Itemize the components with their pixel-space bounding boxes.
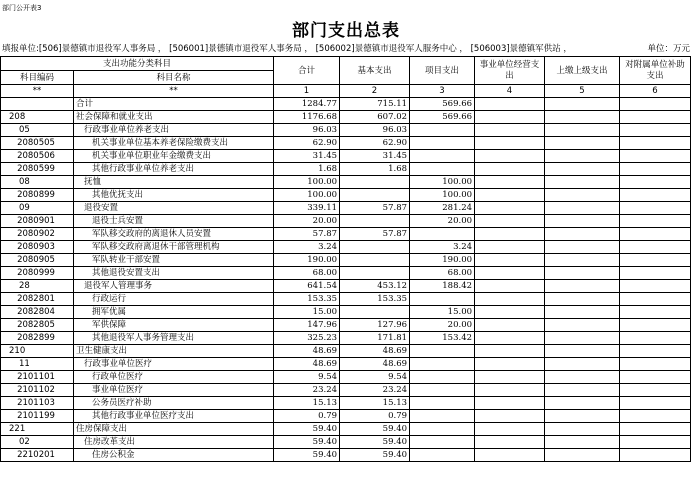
cell-name: 退役士兵安置 <box>74 215 274 228</box>
cell-code: 11 <box>1 358 74 371</box>
cell-total: 1284.77 <box>274 98 340 111</box>
cell-empty <box>545 202 620 215</box>
table-row <box>1 111 691 124</box>
cell-project: 3.24 <box>410 241 475 254</box>
cell-project <box>410 150 475 163</box>
index-row <box>1 85 691 98</box>
cell-basic: 59.40 <box>340 436 410 449</box>
cell-code: 05 <box>1 124 74 137</box>
cell-name: 军队转业干部安置 <box>74 254 274 267</box>
cell-project <box>410 293 475 306</box>
cell-name: 退役军人管理事务 <box>74 280 274 293</box>
table-row <box>1 163 691 176</box>
cell-empty <box>475 410 545 423</box>
cell-empty <box>545 150 620 163</box>
cell-empty <box>620 202 691 215</box>
cell-empty <box>475 449 545 462</box>
reporting-unit: 填报单位:[506]景德镇市退役军人事务局 ， [506001]景德镇市退役军人事务局 ， [506002]景德镇市退役军人服务中心 ， [506003]景德镇军供站 ， <box>2 44 572 54</box>
cell-empty <box>620 332 691 345</box>
cell-name: 军队移交政府的离退休人员安置 <box>74 228 274 241</box>
cell-empty <box>545 254 620 267</box>
cell-code: 2080905 <box>1 254 74 267</box>
cell-name: 住房公积金 <box>74 449 274 462</box>
cell-basic <box>340 215 410 228</box>
cell-empty <box>475 267 545 280</box>
cell-basic: 715.11 <box>340 98 410 111</box>
cell-empty <box>620 397 691 410</box>
index-cell: 3 <box>410 85 475 98</box>
cell-empty <box>545 436 620 449</box>
cell-empty <box>620 371 691 384</box>
cell-empty <box>545 189 620 202</box>
cell-basic: 57.87 <box>340 228 410 241</box>
cell-empty <box>620 436 691 449</box>
cell-basic: 0.79 <box>340 410 410 423</box>
cell-name: 住房改革支出 <box>74 436 274 449</box>
table-row <box>1 202 691 215</box>
cell-project: 100.00 <box>410 189 475 202</box>
cell-name: 行政运行 <box>74 293 274 306</box>
cell-name: 其他退役安置支出 <box>74 267 274 280</box>
cell-empty <box>620 150 691 163</box>
cell-basic <box>340 176 410 189</box>
cell-empty <box>475 423 545 436</box>
cell-basic: 59.40 <box>340 449 410 462</box>
table-row <box>1 228 691 241</box>
cell-name: 机关事业单位基本养老保险缴费支出 <box>74 137 274 150</box>
cell-name: 社会保障和就业支出 <box>74 111 274 124</box>
cell-total: 62.90 <box>274 137 340 150</box>
table-row <box>1 306 691 319</box>
table-row <box>1 358 691 371</box>
cell-project <box>410 410 475 423</box>
cell-empty <box>475 397 545 410</box>
cell-empty <box>620 189 691 202</box>
cell-empty <box>620 449 691 462</box>
cell-total: 23.24 <box>274 384 340 397</box>
cell-basic <box>340 267 410 280</box>
cell-empty <box>475 345 545 358</box>
cell-empty <box>475 384 545 397</box>
cell-project <box>410 384 475 397</box>
cell-empty <box>545 267 620 280</box>
cell-total: 48.69 <box>274 345 340 358</box>
cell-empty <box>620 423 691 436</box>
cell-project <box>410 436 475 449</box>
cell-empty <box>475 228 545 241</box>
cell-basic: 453.12 <box>340 280 410 293</box>
cell-total: 100.00 <box>274 189 340 202</box>
cell-code: 09 <box>1 202 74 215</box>
table-row <box>1 189 691 202</box>
cell-name: 其他行政事业单位医疗支出 <box>74 410 274 423</box>
cell-empty <box>545 423 620 436</box>
cell-total: 20.00 <box>274 215 340 228</box>
cell-empty <box>475 319 545 332</box>
cell-empty <box>545 98 620 111</box>
cell-empty <box>475 371 545 384</box>
cell-code: 210 <box>1 345 74 358</box>
cell-code: 2080505 <box>1 137 74 150</box>
cell-project: 68.00 <box>410 267 475 280</box>
cell-project: 20.00 <box>410 319 475 332</box>
cell-basic: 1.68 <box>340 163 410 176</box>
cell-basic: 127.96 <box>340 319 410 332</box>
cell-project <box>410 228 475 241</box>
cell-code: 2080902 <box>1 228 74 241</box>
cell-empty <box>545 345 620 358</box>
cell-code: 2082805 <box>1 319 74 332</box>
cell-code: 208 <box>1 111 74 124</box>
cell-basic <box>340 241 410 254</box>
index-cell: ** <box>1 85 74 98</box>
cell-empty <box>620 215 691 228</box>
header-total: 合计 <box>274 57 340 85</box>
cell-name: 行政事业单位养老支出 <box>74 124 274 137</box>
cell-name: 其他优抚支出 <box>74 189 274 202</box>
cell-total: 1.68 <box>274 163 340 176</box>
cell-empty <box>475 332 545 345</box>
header-upper: 上缴上级支出 <box>545 57 620 85</box>
table-row <box>1 319 691 332</box>
cell-name: 退役安置 <box>74 202 274 215</box>
header-category-group: 支出功能分类科目 <box>1 57 274 71</box>
cell-empty <box>545 241 620 254</box>
cell-code: 221 <box>1 423 74 436</box>
cell-empty <box>620 124 691 137</box>
cell-name: 军供保障 <box>74 319 274 332</box>
cell-empty <box>475 280 545 293</box>
cell-empty <box>475 111 545 124</box>
cell-empty <box>475 358 545 371</box>
cell-basic: 171.81 <box>340 332 410 345</box>
cell-total: 325.23 <box>274 332 340 345</box>
table-row <box>1 124 691 137</box>
cell-empty <box>545 124 620 137</box>
cell-name: 其他退役军人事务管理支出 <box>74 332 274 345</box>
cell-project: 15.00 <box>410 306 475 319</box>
cell-name: 拥军优属 <box>74 306 274 319</box>
cell-empty <box>475 202 545 215</box>
cell-empty <box>475 176 545 189</box>
cell-total: 15.13 <box>274 397 340 410</box>
cell-empty <box>620 98 691 111</box>
table-row <box>1 267 691 280</box>
cell-total: 0.79 <box>274 410 340 423</box>
cell-project <box>410 371 475 384</box>
table-row <box>1 384 691 397</box>
cell-empty <box>475 436 545 449</box>
cell-empty <box>620 345 691 358</box>
cell-name: 其他行政事业单位养老支出 <box>74 163 274 176</box>
cell-empty <box>545 397 620 410</box>
cell-total: 48.69 <box>274 358 340 371</box>
cell-basic: 31.45 <box>340 150 410 163</box>
expenditure-table <box>0 56 691 462</box>
table-row <box>1 410 691 423</box>
cell-project <box>410 345 475 358</box>
cell-empty <box>545 137 620 150</box>
cell-empty <box>620 306 691 319</box>
cell-empty <box>620 137 691 150</box>
cell-name: 公务员医疗补助 <box>74 397 274 410</box>
cell-total: 100.00 <box>274 176 340 189</box>
index-cell: 6 <box>620 85 691 98</box>
cell-total: 641.54 <box>274 280 340 293</box>
unit-label: 单位：万元 <box>647 44 690 54</box>
cell-name: 行政单位医疗 <box>74 371 274 384</box>
cell-project <box>410 397 475 410</box>
cell-basic: 59.40 <box>340 423 410 436</box>
cell-empty <box>545 371 620 384</box>
index-cell: 4 <box>475 85 545 98</box>
table-row <box>1 449 691 462</box>
cell-empty <box>475 254 545 267</box>
cell-code: 2082804 <box>1 306 74 319</box>
cell-name: 机关事业单位职业年金缴费支出 <box>74 150 274 163</box>
cell-project: 190.00 <box>410 254 475 267</box>
cell-empty <box>620 267 691 280</box>
cell-project: 569.66 <box>410 111 475 124</box>
table-row <box>1 397 691 410</box>
index-cell: 1 <box>274 85 340 98</box>
cell-basic: 96.03 <box>340 124 410 137</box>
cell-empty <box>545 358 620 371</box>
cell-basic: 62.90 <box>340 137 410 150</box>
cell-empty <box>545 293 620 306</box>
cell-project: 153.42 <box>410 332 475 345</box>
cell-empty <box>475 150 545 163</box>
table-row <box>1 98 691 111</box>
cell-project: 100.00 <box>410 176 475 189</box>
header-code: 科目编码 <box>1 71 74 85</box>
cell-total: 9.54 <box>274 371 340 384</box>
page-title: 部门支出总表 <box>292 21 400 41</box>
cell-code: 2080899 <box>1 189 74 202</box>
cell-empty <box>475 189 545 202</box>
table-row <box>1 423 691 436</box>
cell-project <box>410 124 475 137</box>
cell-empty <box>545 228 620 241</box>
cell-basic <box>340 306 410 319</box>
cell-basic <box>340 254 410 267</box>
cell-empty <box>620 293 691 306</box>
table-row <box>1 176 691 189</box>
cell-code: 2101102 <box>1 384 74 397</box>
cell-name: 合计 <box>74 98 274 111</box>
cell-total: 59.40 <box>274 436 340 449</box>
cell-empty <box>620 358 691 371</box>
table-number-label: 部门公开表3 <box>2 4 42 12</box>
cell-code: 2080901 <box>1 215 74 228</box>
cell-basic: 15.13 <box>340 397 410 410</box>
cell-total: 59.40 <box>274 449 340 462</box>
cell-empty <box>620 254 691 267</box>
cell-empty <box>475 98 545 111</box>
cell-empty <box>620 176 691 189</box>
cell-empty <box>545 306 620 319</box>
cell-code: 2210201 <box>1 449 74 462</box>
cell-empty <box>545 215 620 228</box>
cell-empty <box>620 111 691 124</box>
cell-empty <box>475 306 545 319</box>
cell-code: 2080506 <box>1 150 74 163</box>
cell-total: 59.40 <box>274 423 340 436</box>
cell-total: 153.35 <box>274 293 340 306</box>
cell-total: 57.87 <box>274 228 340 241</box>
cell-code: 2080599 <box>1 163 74 176</box>
cell-total: 3.24 <box>274 241 340 254</box>
table-row <box>1 280 691 293</box>
cell-project <box>410 358 475 371</box>
cell-total: 147.96 <box>274 319 340 332</box>
cell-total: 339.11 <box>274 202 340 215</box>
table-row <box>1 241 691 254</box>
cell-project <box>410 449 475 462</box>
cell-empty <box>545 384 620 397</box>
cell-empty <box>545 280 620 293</box>
table-row <box>1 332 691 345</box>
cell-name: 军队移交政府离退休干部管理机构 <box>74 241 274 254</box>
table-row <box>1 150 691 163</box>
cell-empty <box>545 163 620 176</box>
cell-code: 2101103 <box>1 397 74 410</box>
cell-total: 31.45 <box>274 150 340 163</box>
cell-code: 02 <box>1 436 74 449</box>
header-subsidy: 对附属单位补助支出 <box>620 57 691 85</box>
cell-total: 68.00 <box>274 267 340 280</box>
cell-code: 2080999 <box>1 267 74 280</box>
cell-project: 281.24 <box>410 202 475 215</box>
cell-empty <box>620 319 691 332</box>
table-row <box>1 137 691 150</box>
table-row <box>1 436 691 449</box>
cell-code: 2082899 <box>1 332 74 345</box>
index-cell: ** <box>74 85 274 98</box>
cell-empty <box>475 241 545 254</box>
table-row <box>1 254 691 267</box>
cell-code: 2101101 <box>1 371 74 384</box>
cell-empty <box>620 228 691 241</box>
cell-empty <box>475 124 545 137</box>
cell-code: 2080903 <box>1 241 74 254</box>
cell-empty <box>475 215 545 228</box>
cell-name: 行政事业单位医疗 <box>74 358 274 371</box>
cell-basic: 23.24 <box>340 384 410 397</box>
cell-empty <box>620 384 691 397</box>
cell-basic: 9.54 <box>340 371 410 384</box>
cell-basic: 153.35 <box>340 293 410 306</box>
cell-basic: 607.02 <box>340 111 410 124</box>
cell-empty <box>545 319 620 332</box>
cell-total: 96.03 <box>274 124 340 137</box>
cell-project <box>410 423 475 436</box>
cell-project <box>410 163 475 176</box>
cell-basic <box>340 189 410 202</box>
cell-total: 190.00 <box>274 254 340 267</box>
cell-code: 28 <box>1 280 74 293</box>
cell-total: 15.00 <box>274 306 340 319</box>
cell-empty <box>620 163 691 176</box>
cell-empty <box>545 332 620 345</box>
cell-name: 抚恤 <box>74 176 274 189</box>
cell-project: 20.00 <box>410 215 475 228</box>
table-row <box>1 215 691 228</box>
header-basic: 基本支出 <box>340 57 410 85</box>
cell-project <box>410 137 475 150</box>
cell-empty <box>620 410 691 423</box>
cell-name: 卫生健康支出 <box>74 345 274 358</box>
cell-basic: 57.87 <box>340 202 410 215</box>
header-business: 事业单位经营支出 <box>475 57 545 85</box>
cell-code: 08 <box>1 176 74 189</box>
cell-code <box>1 98 74 111</box>
cell-project: 569.66 <box>410 98 475 111</box>
cell-empty <box>620 280 691 293</box>
cell-project: 188.42 <box>410 280 475 293</box>
index-cell: 5 <box>545 85 620 98</box>
header-name: 科目名称 <box>74 71 274 85</box>
cell-code: 2101199 <box>1 410 74 423</box>
cell-code: 2082801 <box>1 293 74 306</box>
cell-empty <box>475 163 545 176</box>
cell-empty <box>545 410 620 423</box>
cell-empty <box>545 449 620 462</box>
table-row <box>1 371 691 384</box>
cell-basic: 48.69 <box>340 345 410 358</box>
cell-empty <box>545 176 620 189</box>
cell-name: 事业单位医疗 <box>74 384 274 397</box>
cell-empty <box>545 111 620 124</box>
cell-empty <box>475 137 545 150</box>
table-row <box>1 293 691 306</box>
cell-total: 1176.68 <box>274 111 340 124</box>
index-cell: 2 <box>340 85 410 98</box>
table-row <box>1 345 691 358</box>
cell-empty <box>475 293 545 306</box>
header-project: 项目支出 <box>410 57 475 85</box>
cell-empty <box>620 241 691 254</box>
cell-name: 住房保障支出 <box>74 423 274 436</box>
cell-basic: 48.69 <box>340 358 410 371</box>
